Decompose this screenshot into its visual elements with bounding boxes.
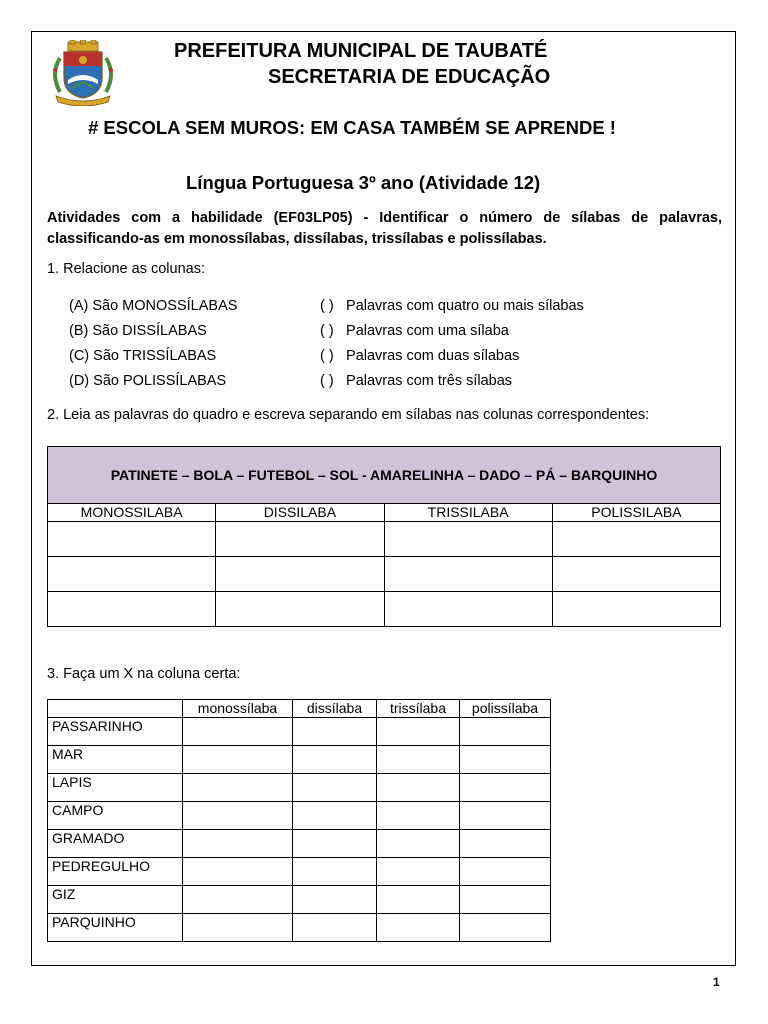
option-left: (B) São DISSÍLABAS [69,323,207,339]
check-cell[interactable] [293,802,377,830]
check-cell[interactable] [377,886,460,914]
option-left: (D) São POLISSÍLABAS [69,373,227,389]
check-cell[interactable] [183,774,293,802]
question-3-prompt: 3. Faça um X na coluna certa: [47,666,241,682]
column-header: dissílaba [293,700,377,718]
word-label: PEDREGULHO [48,858,183,886]
check-cell[interactable] [293,886,377,914]
table-row [48,746,551,774]
column-header: MONOSSILABA [48,504,216,522]
table-row [48,802,551,830]
word-label: PASSARINHO [48,718,183,746]
answer-cell[interactable] [216,522,384,557]
check-cell[interactable] [460,914,551,942]
column-header: trissílaba [377,700,460,718]
option-right-text: Palavras com duas sílabas [346,348,520,364]
subject-title: Língua Portuguesa 3º ano (Atividade 12) [186,172,541,193]
question-2-prompt: 2. Leia as palavras do quadro e escreva separando em sílabas nas colunas correspondentes: [47,407,650,423]
page-number: 1 [713,975,720,989]
table-row [48,858,551,886]
word-label: PARQUINHO [48,914,183,942]
word-label: GRAMADO [48,830,183,858]
table-row [48,830,551,858]
answer-cell[interactable] [48,557,216,592]
classification-table [47,699,551,942]
answer-blank[interactable]: ( ) [320,348,334,364]
question-1-prompt: 1. Relacione as colunas: [47,261,205,277]
answer-cell[interactable] [552,522,720,557]
answer-cell[interactable] [216,557,384,592]
word-label: MAR [48,746,183,774]
syllable-table [47,446,721,627]
check-cell[interactable] [460,718,551,746]
column-header: monossílaba [183,700,293,718]
check-cell[interactable] [377,774,460,802]
word-label: GIZ [48,886,183,914]
check-cell[interactable] [460,802,551,830]
check-cell[interactable] [293,830,377,858]
option-right [320,348,519,364]
check-cell[interactable] [183,914,293,942]
check-cell[interactable] [293,914,377,942]
table-row [48,774,551,802]
header-subtitle: SECRETARIA DE EDUCAÇÃO [268,66,551,88]
check-cell[interactable] [377,802,460,830]
check-cell[interactable] [460,746,551,774]
word-box: PATINETE – BOLA – FUTEBOL – SOL - AMARELINHA – DADO – PÁ – BARQUINHO [48,447,721,504]
check-cell[interactable] [293,858,377,886]
check-cell[interactable] [183,718,293,746]
column-header: DISSILABA [216,504,384,522]
answer-cell[interactable] [216,592,384,627]
answer-cell[interactable] [384,557,552,592]
check-cell[interactable] [460,886,551,914]
check-cell[interactable] [460,830,551,858]
check-cell[interactable] [377,746,460,774]
word-label: CAMPO [48,802,183,830]
municipal-crest-icon [46,40,120,106]
option-right-text: Palavras com três sílabas [346,373,513,389]
table-row [48,914,551,942]
check-cell[interactable] [183,830,293,858]
corner-cell [48,700,183,718]
check-cell[interactable] [293,774,377,802]
option-right-text: Palavras com quatro ou mais sílabas [346,298,584,314]
column-header: polissílaba [460,700,551,718]
word-label: LAPIS [48,774,183,802]
answer-cell[interactable] [552,557,720,592]
option-right [320,373,512,389]
option-right [320,323,509,339]
table-row [48,718,551,746]
check-cell[interactable] [377,718,460,746]
answer-cell[interactable] [48,522,216,557]
header-title: PREFEITURA MUNICIPAL DE TAUBATÉ [174,40,548,62]
answer-blank[interactable]: ( ) [320,373,334,389]
answer-cell[interactable] [384,522,552,557]
option-right [320,298,584,314]
column-header: TRISSILABA [384,504,552,522]
check-cell[interactable] [377,858,460,886]
answer-cell[interactable] [552,592,720,627]
check-cell[interactable] [460,774,551,802]
check-cell[interactable] [377,830,460,858]
check-cell[interactable] [460,858,551,886]
skill-description: Atividades com a habilidade (EF03LP05) - Identificar o número de sílabas de palavras, classificando-as em monossílabas, dissílabas, trissílabas e polissílabas. [47,210,722,247]
check-cell[interactable] [183,746,293,774]
check-cell[interactable] [183,858,293,886]
check-cell[interactable] [377,914,460,942]
answer-blank[interactable]: ( ) [320,323,334,339]
check-cell[interactable] [183,802,293,830]
answer-blank[interactable]: ( ) [320,298,334,314]
slogan: # ESCOLA SEM MUROS: EM CASA TAMBÉM SE APRENDE ! [88,117,616,138]
table-row [48,886,551,914]
check-cell[interactable] [183,886,293,914]
option-left: (A) São MONOSSÍLABAS [69,298,238,314]
check-cell[interactable] [293,746,377,774]
answer-cell[interactable] [384,592,552,627]
option-right-text: Palavras com uma sílaba [346,323,509,339]
column-header: POLISSILABA [552,504,720,522]
answer-cell[interactable] [48,592,216,627]
check-cell[interactable] [293,718,377,746]
option-left: (C) São TRISSÍLABAS [69,348,217,364]
